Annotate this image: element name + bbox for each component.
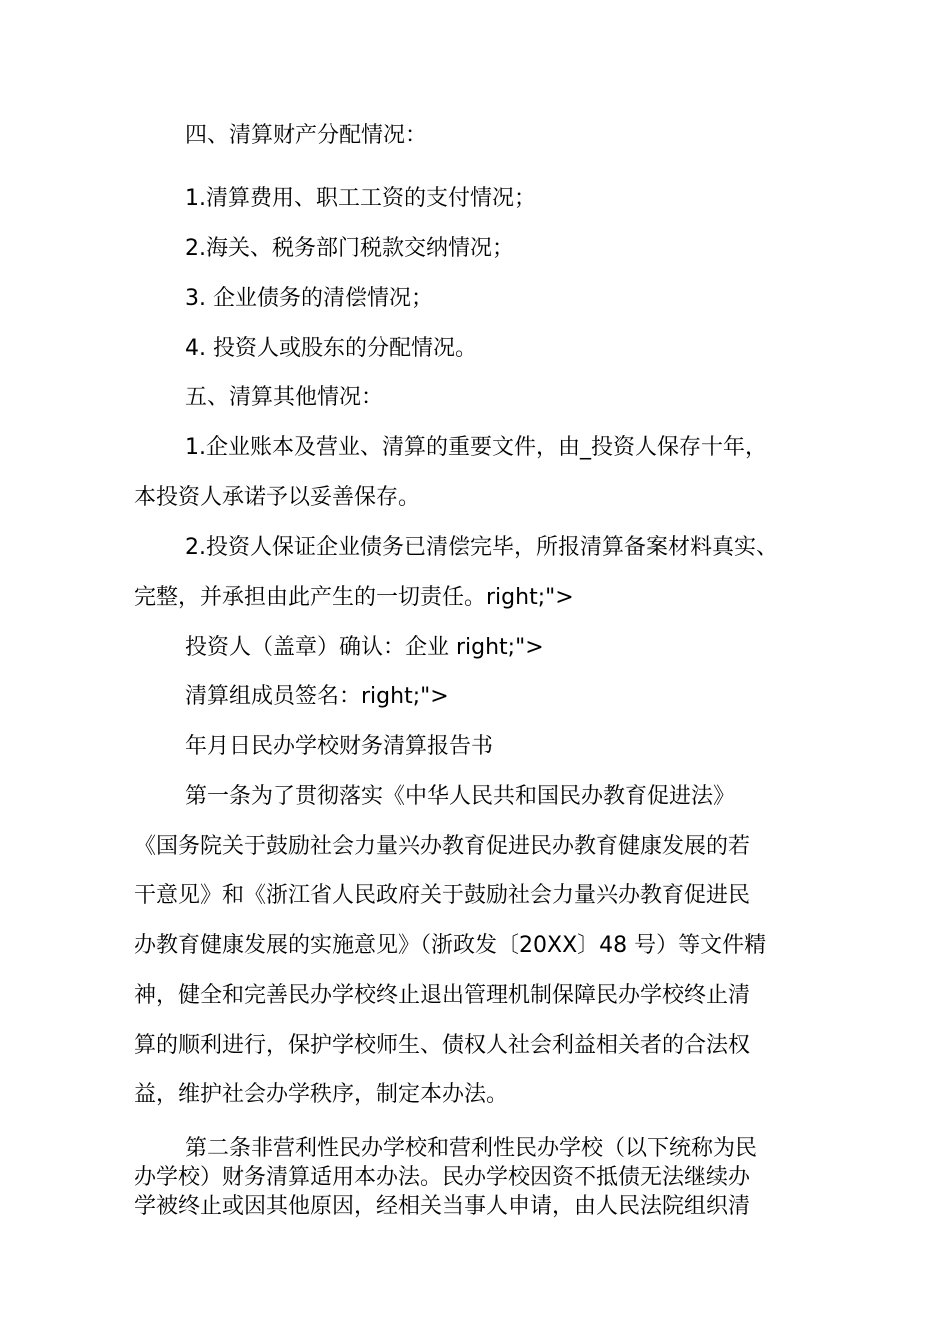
paragraph-line: 1.企业账本及营业、清算的重要文件，由_投资人保存十年，	[185, 435, 767, 460]
paragraph-line: 2.投资人保证企业债务已清偿完毕，所报清算备案材料真实、	[185, 535, 778, 560]
paragraph-line: 本投资人承诺予以妥善保存。	[134, 485, 421, 510]
report-title-line: 年月日民办学校财务清算报告书	[185, 734, 494, 759]
list-item: 1.清算费用、职工工资的支付情况；	[185, 186, 536, 211]
section-heading-four: 四、清算财产分配情况：	[185, 123, 428, 148]
paragraph-line: 办学校）财务清算适用本办法。民办学校因资不抵债无法继续办	[134, 1165, 751, 1190]
section-heading-five: 五、清算其他情况：	[185, 385, 384, 410]
list-item: 2.海关、税务部门税款交纳情况；	[185, 236, 514, 261]
paragraph-line: 学被终止或因其他原因，经相关当事人申请，由人民法院组织清	[134, 1194, 751, 1219]
investor-seal-line: 投资人（盖章）确认：企业 right;">	[185, 635, 544, 660]
paragraph-line: 算的顺利进行，保护学校师生、债权人社会利益相关者的合法权	[134, 1033, 751, 1058]
paragraph-line: 益，维护社会办学秩序，制定本办法。	[134, 1082, 509, 1107]
signature-line: 清算组成员签名：right;">	[185, 684, 449, 709]
paragraph-line: 办教育健康发展的实施意见》（浙政发〔20XX〕48 号）等文件精	[134, 933, 767, 958]
article-two-line: 第二条非营利性民办学校和营利性民办学校（以下统称为民	[185, 1136, 758, 1161]
list-item: 4. 投资人或股东的分配情况。	[185, 336, 477, 361]
paragraph-line: 完整，并承担由此产生的一切责任。right;">	[134, 585, 574, 610]
list-item: 3. 企业债务的清偿情况；	[185, 286, 433, 311]
paragraph-line: 干意见》和《浙江省人民政府关于鼓励社会力量兴办教育促进民	[134, 883, 751, 908]
paragraph-line: 神，健全和完善民办学校终止退出管理机制保障民办学校终止清	[134, 983, 751, 1008]
paragraph-line: 《国务院关于鼓励社会力量兴办教育促进民办教育健康发展的若	[134, 834, 751, 859]
article-one-line: 第一条为了贯彻落实《中华人民共和国民办教育促进法》	[185, 784, 736, 809]
